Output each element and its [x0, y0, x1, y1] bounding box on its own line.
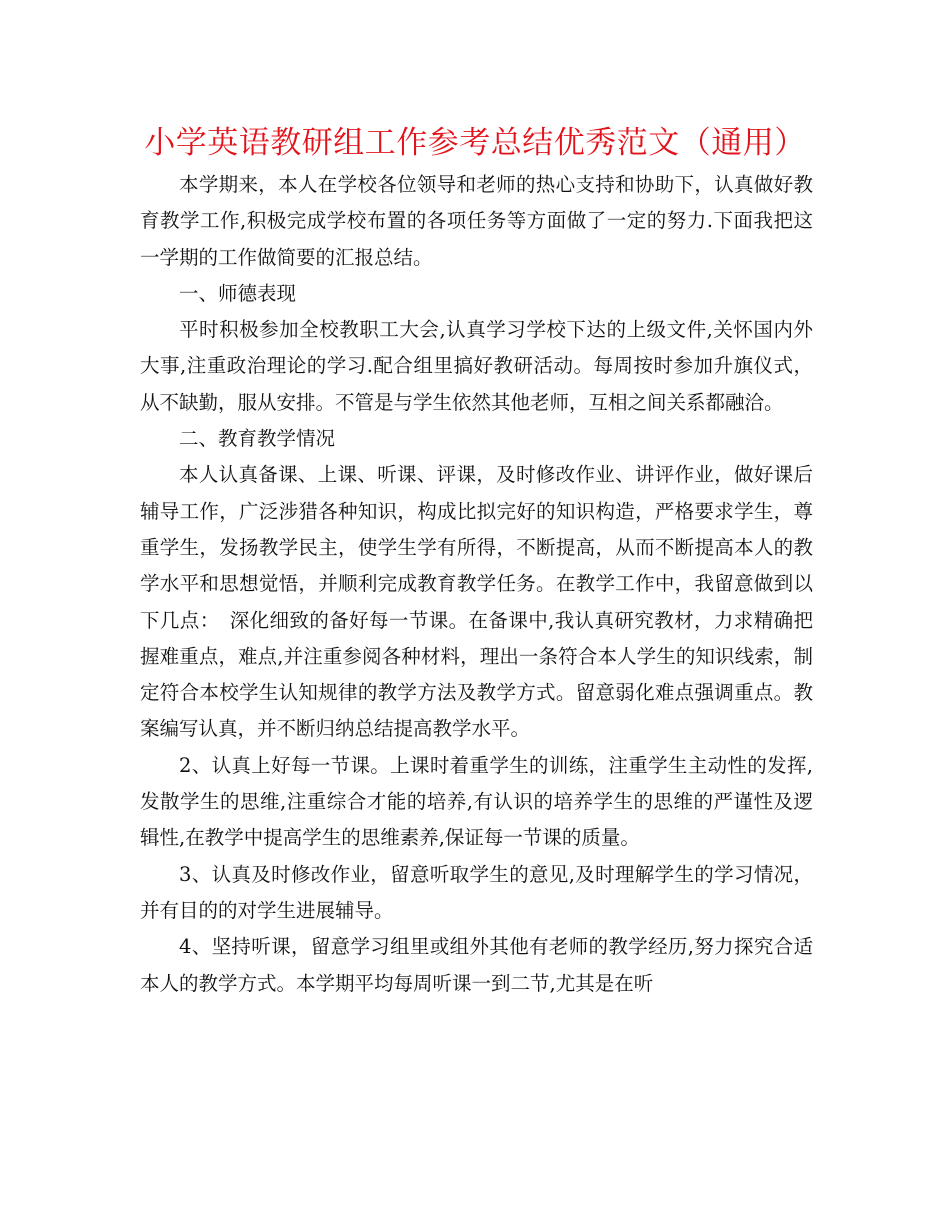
teaching-paragraph: 本人认真备课、上课、听课、评课，及时修改作业、讲评作业，做好课后辅导工作，广泛涉猎各种知识，构成比拟完好的知识构造，严格要求学生，尊重学生，发扬教学民主，使学生学有所得，不断提高，从而不断提高本人的教学水平和思想觉悟，并顺利完成教育教学任务。在教学工作中，我留意做到以下几点： 深化细致的备好每一节课。在备课中,我认真研究教材，力求精确把握难重点，难点,并注重参阅各种材料，理出一条符合本人学生的知识线索，制定符合本校学生认知规律的教学方法及教学方式。留意弱化难点强调重点。教案编写认真，并不断归纳总结提高教学水平。: [140, 463, 813, 741]
document-body: [140, 167, 813, 1002]
document-title: 小学英语教研组工作参考总结优秀范文（通用）: [144, 125, 806, 161]
item-4-paragraph: 4、坚持听课，留意学习组里或组外其他有老师的教学经历,努力探究合适本人的教学方式。本学期平均每周听课一到二节,尤其是在听: [140, 935, 813, 995]
ethics-paragraph: 平时积极参加全校教职工大会,认真学习学校下达的上级文件,关怀国内外大事,注重政治理论的学习.配合组里搞好教研活动。每周按时参加升旗仪式，从不缺勤，服从安排。不管是与学生依然其他老师，互相之间关系都融洽。: [140, 318, 813, 414]
section-heading-teaching: 二、教育教学情况: [179, 427, 336, 451]
intro-paragraph: 本学期来，本人在学校各位领导和老师的热心支持和协助下，认真做好教育教学工作,积极完成学校布置的各项任务等方面做了一定的努力.下面我把这一学期的工作做简要的汇报总结。: [140, 173, 813, 269]
item-2-paragraph: 2、认真上好每一节课。上课时着重学生的训练，注重学生主动性的发挥,发散学生的思维,注重综合才能的培养,有认识的培养学生的思维的严谨性及逻辑性,在教学中提高学生的思维素养,保证每一节课的质量。: [140, 753, 813, 850]
item-3-paragraph: 3、认真及时修改作业，留意听取学生的意见,及时理解学生的学习情况，并有目的的对学生进展辅导。: [140, 862, 813, 922]
section-heading-ethics: 一、师德表现: [179, 281, 297, 305]
